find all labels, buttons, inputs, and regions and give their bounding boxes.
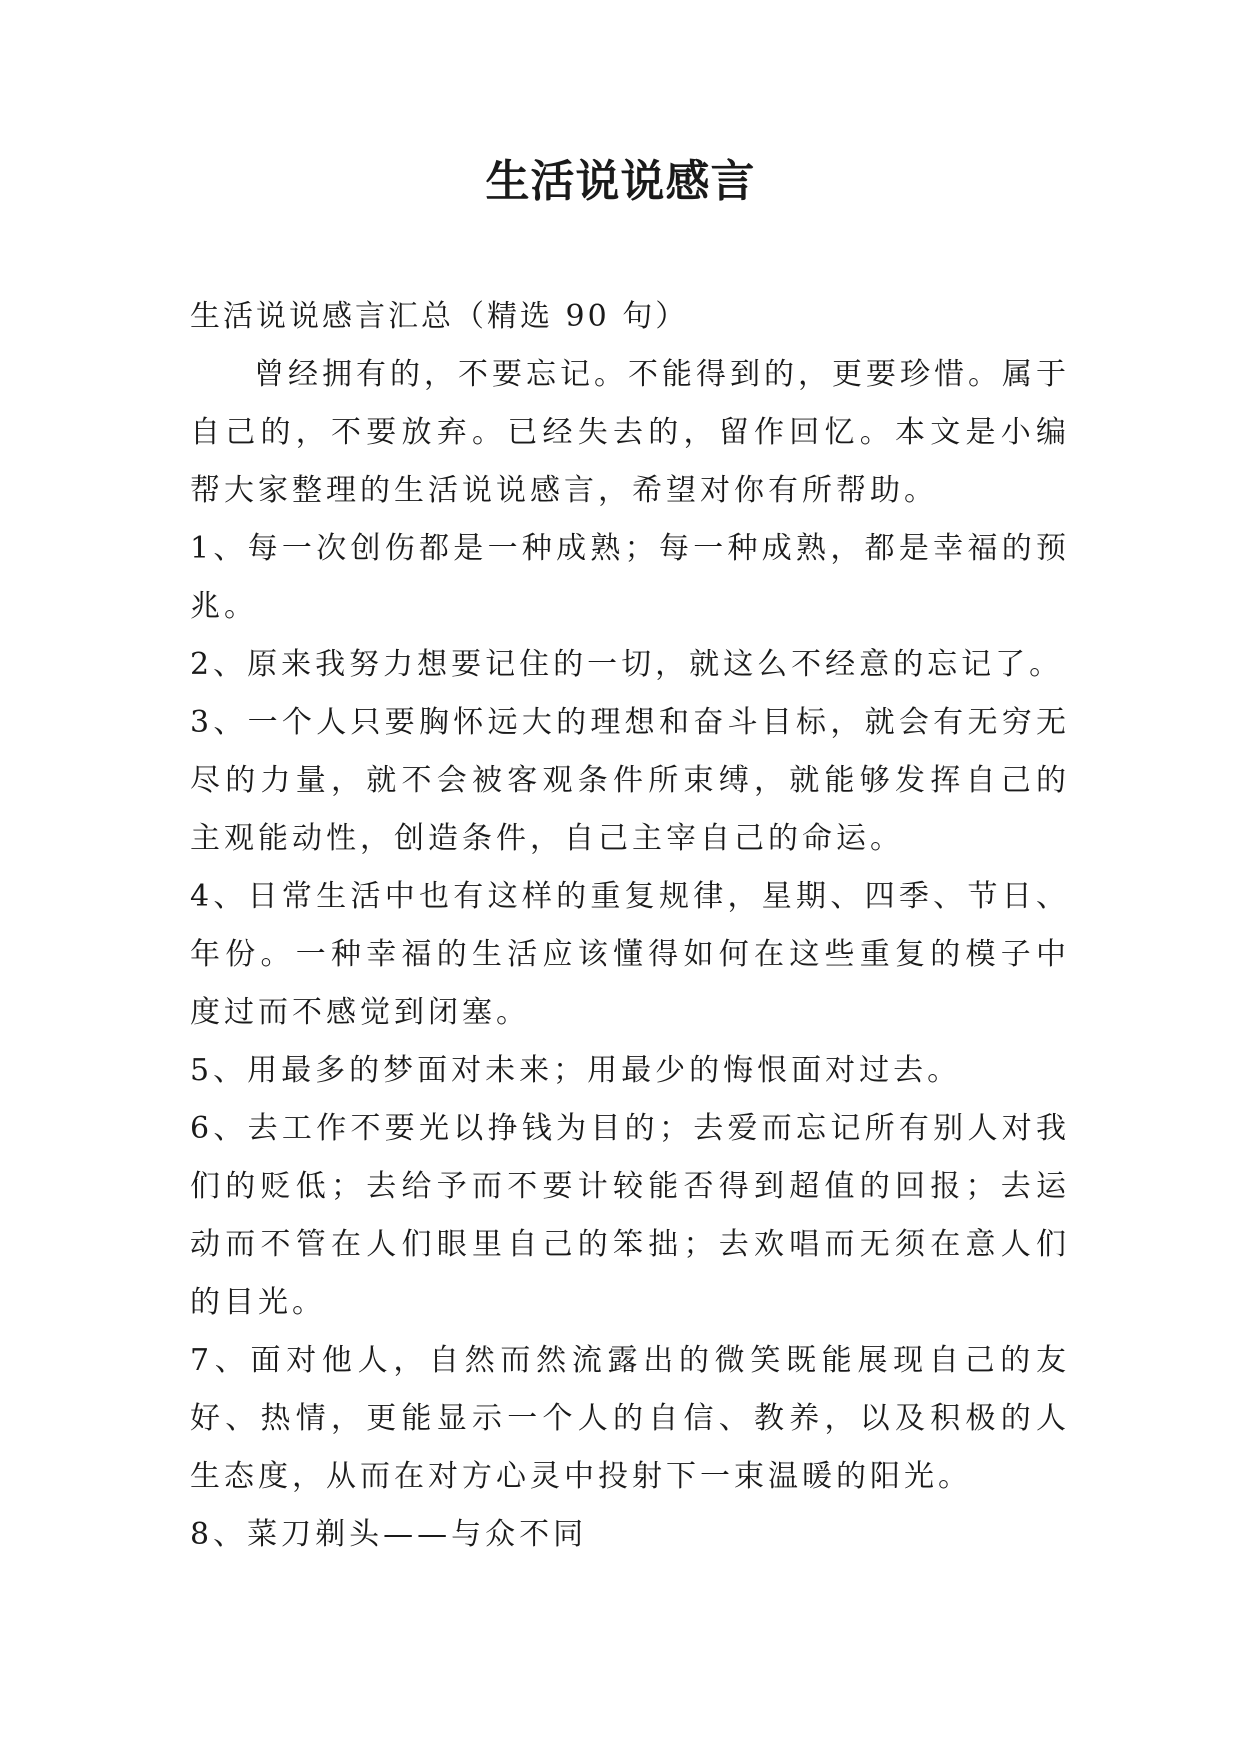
document-subtitle: 生活说说感言汇总（精选 90 句）	[190, 299, 689, 334]
list-item: 6、去工作不要光以挣钱为目的；去爱而忘记所有别人对我们的贬低；去给予而不要计较能否得到超值的回报；去运动而不管在人们眼里自己的笨拙；去欢唱而无须在意人们的目光。	[190, 1111, 1070, 1320]
list-item: 8、菜刀剃头——与众不同	[190, 1517, 588, 1552]
list-item: 2、原来我努力想要记住的一切，就这么不经意的忘记了。	[190, 647, 1064, 682]
document-title: 生活说说感言	[485, 156, 756, 207]
list-item: 1、每一次创伤都是一种成熟；每一种成熟，都是幸福的预兆。	[190, 531, 1070, 624]
intro-paragraph: 曾经拥有的，不要忘记。不能得到的，更要珍惜。属于自己的，不要放弃。已经失去的，留作回忆。本文是小编帮大家整理的生活说说感言，希望对你有所帮助。	[190, 357, 1070, 508]
list-item: 4、日常生活中也有这样的重复规律，星期、四季、节日、年份。一种幸福的生活应该懂得如何在这些重复的模子中度过而不感觉到闭塞。	[190, 879, 1070, 1030]
list-item: 3、一个人只要胸怀远大的理想和奋斗目标，就会有无穷无尽的力量，就不会被客观条件所束缚，就能够发挥自己的主观能动性，创造条件，自己主宰自己的命运。	[190, 705, 1070, 856]
document-body	[190, 288, 1070, 1564]
list-item: 5、用最多的梦面对未来；用最少的悔恨面对过去。	[190, 1053, 962, 1088]
list-item: 7、面对他人，自然而然流露出的微笑既能展现自己的友好、热情，更能显示一个人的自信、教养，以及积极的人生态度，从而在对方心灵中投射下一束温暖的阳光。	[190, 1343, 1070, 1494]
